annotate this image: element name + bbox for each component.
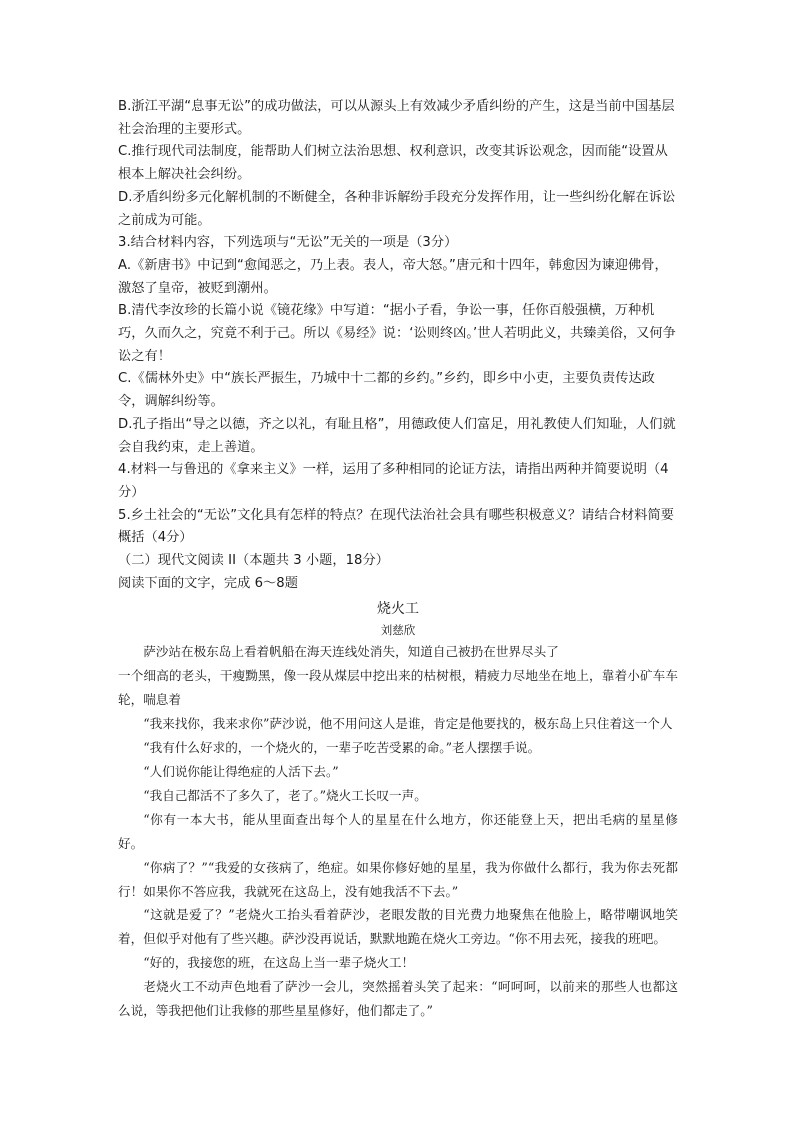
question-3-option-c: C.《儒林外史》中“族长严振生，乃城中十二都的乡约。”乡约，即乡中小吏，主要负责传达政令，调解纠纷等。 <box>118 371 655 410</box>
story-paragraph: “我来找你，我来求你”萨沙说，他不用问这人是谁，肯定是他要找的，极东岛上只住着这一个人 <box>143 716 673 732</box>
story-title: 烧火工 <box>377 601 419 618</box>
story-paragraph: “我有什么好求的，一个烧火的，一辈子吃苦受累的命。”老人摆摆手说。 <box>143 740 541 756</box>
question-3-option-b: B.清代李汝珍的长篇小说《镜花缘》中写道：“据小子看，争讼一事，任你百般强横，万种机巧，久而久之，究竟不利于己。所以《易经》说：‘讼则终凶。’世人若明此义，共臻美俗，又何争讼之有！ <box>118 303 676 364</box>
option-c: C.推行现代司法制度，能帮助人们树立法治思想、权利意识，改变其诉讼观念，因而能“设置从根本上解决社会纠纷。 <box>118 144 668 183</box>
story-paragraph: “人们说你能让得绝症的人活下去。” <box>143 764 339 779</box>
section-heading: （二）现代文阅读 II（本题共 3 小题，18分） <box>118 553 389 569</box>
story-paragraph: 老烧火工不动声色地看了萨沙一会儿，突然摇着头笑了起来：“呵呵呵，以前来的那些人也都这么说，等我把他们让我修的那些星星修好，他们都走了。” <box>118 979 678 1019</box>
reading-instruction: 阅读下面的文字，完成 6～8题 <box>118 575 298 591</box>
story-paragraph: “我自己都活不了多久了，老了。”烧火工长叹一声。 <box>143 787 427 803</box>
question-4: 4.材料一与鲁迅的《拿来主义》一样，运用了多种相同的论证方法，请指出两种并简要说明（4分） <box>118 462 669 500</box>
question-3-option-d: D.孔子指出“导之以德，齐之以礼，有耻且格”，用德政使人们富足，用礼教使人们知耻，人们就会自我约束，走上善道。 <box>118 416 676 455</box>
option-d: D.矛盾纠纷多元化解机制的不断健全，各种非诉解纷手段充分发挥作用，让一些纠纷化解在诉讼之前成为可能。 <box>118 189 676 228</box>
story-paragraph: 萨沙站在极东岛上看着帆船在海天连线处消失，知道自己被扔在世界尽头了 <box>143 644 559 660</box>
story-paragraph: “你病了？”“我爱的女孩病了，绝症。如果你修好她的星星，我为你做什么都行，我为你去死都行！如果你不答应我，我就死在这岛上，没有她我活不下去。” <box>118 859 678 899</box>
story-paragraph: “这就是爱了？”老烧火工抬头看着萨沙，老眼发散的目光费力地聚焦在他脸上，略带嘲讽地笑着，但似乎对他有了些兴趣。萨沙没再说话，默默地跪在烧火工旁边。“你不用去死，接我的班吧。 <box>118 907 678 947</box>
question-block <box>118 96 678 595</box>
question-3-option-a: A.《新唐书》中记到“愈闻恶之，乃上表。表人，帝大怒。”唐元和十四年，韩愈因为谏迎佛骨，激怒了皇帝，被贬到潮州。 <box>118 257 668 296</box>
story-paragraph: “你有一本大书，能从里面查出每个人的星星在什么地方，你还能登上天，把出毛病的星星修好。 <box>118 811 678 851</box>
question-3-stem: 3.结合材料内容，下列选项与“无讼”无关的一项是（3分） <box>118 235 458 251</box>
question-5: 5.乡土社会的“无讼”文化具有怎样的特点？在现代法治社会具有哪些积极意义？请结合材料简要概括（4分） <box>118 507 674 546</box>
story <box>118 597 678 1023</box>
story-paragraph: “好的，我接您的班，在这岛上当一辈子烧火工！ <box>143 955 415 971</box>
story-author: 刘慈欣 <box>380 623 416 638</box>
story-paragraph: 一个细高的老头，干瘦黝黑，像一段从煤层中挖出来的枯树根，精疲力尽地坐在地上，靠着小矿车车轮，喘息着 <box>118 668 678 708</box>
option-b: B.浙江平湖“息事无讼”的成功做法，可以从源头上有效减少矛盾纠纷的产生，这是当前中国基层社会治理的主要形式。 <box>118 99 675 137</box>
document-content <box>118 96 678 1023</box>
